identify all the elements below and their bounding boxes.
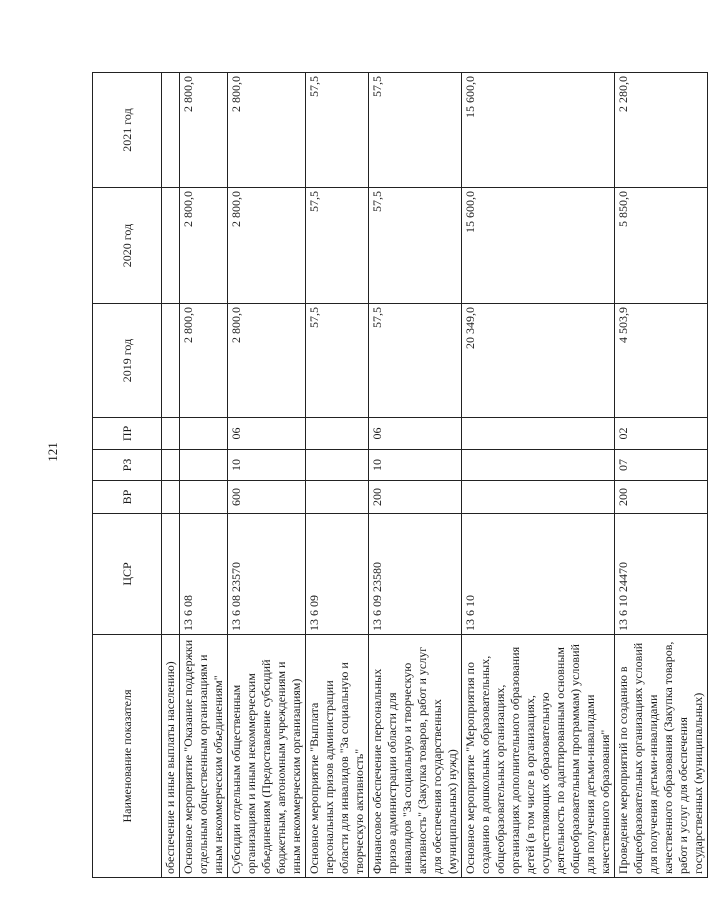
cell-pr: [462, 418, 615, 450]
cell-2020: 57,5: [306, 188, 369, 304]
table-row: [306, 73, 369, 878]
cell-2021: 57,5: [369, 73, 462, 188]
cell-rz: [306, 450, 369, 481]
cell-2021: 57,5: [306, 73, 369, 188]
cell-2020: 15 600,0: [462, 188, 615, 304]
cell-pr: 06: [369, 418, 462, 450]
cell-csr: [162, 514, 180, 635]
cell-csr: 13 6 09: [306, 514, 369, 635]
cell-vr: 200: [615, 481, 708, 514]
table-row: [180, 73, 228, 878]
cell-rz: [162, 450, 180, 481]
cell-2019: 2 800,0: [228, 304, 306, 418]
cell-2019: [162, 304, 180, 418]
cell-vr: 600: [228, 481, 306, 514]
cell-name: Проведение мероприятий по созданию в общеобразовательных организациях условий для получения детьми-инвалидами качественного образования (Закупка товаров, работ и услуг для обеспечения государственных (муниципальных): [615, 635, 708, 878]
cell-2019: 57,5: [306, 304, 369, 418]
cell-name: Финансовое обеспечение персональных призов администрации области для инвалидов "За социальную и творческую активность" (Закупка товаров, работ и услуг для обеспечения государственных (муниципальных) нужд): [369, 635, 462, 878]
cell-2020: [162, 188, 180, 304]
budget-table: [92, 72, 708, 878]
table-header-row: [93, 73, 162, 878]
cell-2020: 2 800,0: [180, 188, 228, 304]
table-row: [462, 73, 615, 878]
cell-2021: [162, 73, 180, 188]
cell-rz: 10: [228, 450, 306, 481]
cell-rz: 07: [615, 450, 708, 481]
cell-2019: 2 800,0: [180, 304, 228, 418]
cell-vr: [180, 481, 228, 514]
header-csr: ЦСР: [93, 514, 162, 635]
cell-2021: 2 800,0: [228, 73, 306, 188]
cell-2019: 20 349,0: [462, 304, 615, 418]
cell-name: Основное мероприятие "Оказание поддержки отдельным общественным организациям и иным некоммерческим объединениям": [180, 635, 228, 878]
cell-vr: [462, 481, 615, 514]
cell-2020: 57,5: [369, 188, 462, 304]
cell-2021: 15 600,0: [462, 73, 615, 188]
header-pr: ПР: [93, 418, 162, 450]
cell-csr: 13 6 09 23580: [369, 514, 462, 635]
cell-csr: 13 6 10: [462, 514, 615, 635]
cell-2020: 5 850,0: [615, 188, 708, 304]
cell-rz: [462, 450, 615, 481]
cell-pr: 02: [615, 418, 708, 450]
cell-name: обеспечение и иные выплаты населению): [162, 635, 180, 878]
cell-2020: 2 800,0: [228, 188, 306, 304]
cell-pr: [162, 418, 180, 450]
header-2020: 2020 год: [93, 188, 162, 304]
cell-pr: 06: [228, 418, 306, 450]
table-row: [369, 73, 462, 878]
page-number: 121: [45, 442, 60, 462]
rotated-budget-table-page: [92, 73, 705, 878]
cell-vr: [306, 481, 369, 514]
cell-name: Субсидии отдельным общественным организациям и иным некоммерческим объединениям (Предоставление субсидий бюджетным, автономным учреждениям и иным некоммерческим организациям): [228, 635, 306, 878]
cell-2021: 2 800,0: [180, 73, 228, 188]
header-2019: 2019 год: [93, 304, 162, 418]
cell-rz: 10: [369, 450, 462, 481]
table-row: [228, 73, 306, 878]
cell-vr: 200: [369, 481, 462, 514]
header-rz: РЗ: [93, 450, 162, 481]
header-name: Наименование показателя: [93, 635, 162, 878]
cell-2021: 2 280,0: [615, 73, 708, 188]
cell-name: Основное мероприятие "Мероприятия по созданию в дошкольных образовательных, общеобразовательных организациях, организациях дополнительного образования детей (в том числе в организациях, осуществляющих образовательную деятельность по адаптированным основным общеобразовательным программам) условий для получения детьми-инвалидами качественного образования": [462, 635, 615, 878]
cell-2019: 4 503,9: [615, 304, 708, 418]
header-vr: ВР: [93, 481, 162, 514]
cell-csr: 13 6 08 23570: [228, 514, 306, 635]
cell-csr: 13 6 10 24470: [615, 514, 708, 635]
cell-pr: [306, 418, 369, 450]
cell-pr: [180, 418, 228, 450]
header-2021: 2021 год: [93, 73, 162, 188]
cell-rz: [180, 450, 228, 481]
cell-vr: [162, 481, 180, 514]
table-row: [162, 73, 180, 878]
cell-name: Основное мероприятие "Выплата персональных призов администрации области для инвалидов "За социальную и творческую активность": [306, 635, 369, 878]
cell-csr: 13 6 08: [180, 514, 228, 635]
table-row: [615, 73, 708, 878]
cell-2019: 57,5: [369, 304, 462, 418]
